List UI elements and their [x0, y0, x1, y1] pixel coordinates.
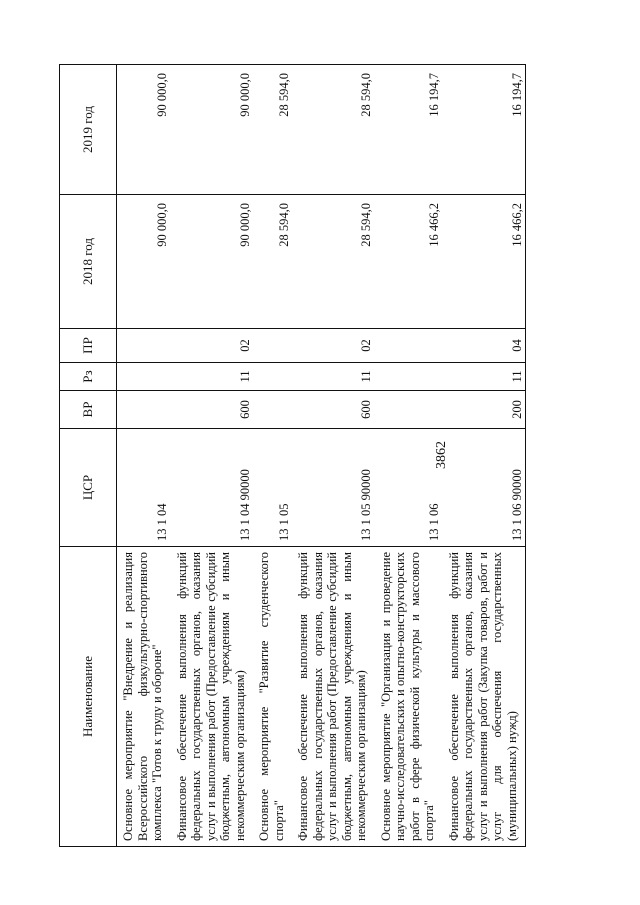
row-2018: 28 594,0: [292, 195, 375, 329]
table-row: [443, 65, 526, 847]
table-row: [253, 65, 292, 847]
row-2018: 90 000,0: [117, 195, 171, 329]
table-header-row: [60, 65, 117, 847]
row-2018: 16 466,2: [375, 195, 443, 329]
row-rz: 11: [171, 363, 254, 391]
row-vr: [253, 391, 292, 429]
row-rz: [117, 363, 171, 391]
header-csr: ЦСР: [60, 429, 117, 547]
page-number: 3862: [434, 441, 449, 469]
rotated-table-container: [59, 65, 601, 847]
table-row: [171, 65, 254, 847]
table-row: [292, 65, 375, 847]
row-2018: 28 594,0: [253, 195, 292, 329]
row-vr: [117, 391, 171, 429]
row-2019: 16 194,7: [375, 65, 443, 195]
row-2019: 28 594,0: [253, 65, 292, 195]
row-csr: 13 1 06: [375, 429, 443, 547]
header-2018: 2018 год: [60, 195, 117, 329]
row-2019: 28 594,0: [292, 65, 375, 195]
row-vr: 600: [292, 391, 375, 429]
row-vr: 200: [443, 391, 526, 429]
row-csr: 13 1 05: [253, 429, 292, 547]
row-pr: [375, 329, 443, 363]
row-rz: [375, 363, 443, 391]
row-name: Финансовое обеспечение выполнения функций федеральных государственных органов, оказания услуг и выполнения работ (Предоставление субсидий бюджетным, автономным учреждениям и иным некоммерческим организациям): [171, 547, 254, 847]
row-pr: 02: [292, 329, 375, 363]
row-name: Финансовое обеспечение выполнения функций федеральных государственных органов, оказания услуг и выполнения работ (Предоставление субсидий бюджетным, автономным учреждениям и иным некоммерческим организациям): [292, 547, 375, 847]
header-name: Наименование: [60, 547, 117, 847]
row-rz: 11: [443, 363, 526, 391]
row-2019: 90 000,0: [117, 65, 171, 195]
row-name: Основное мероприятие "Внедрение и реализация Всероссийского физкультурно-спортивного комплекса "Готов к труду и обороне": [117, 547, 171, 847]
row-rz: 11: [292, 363, 375, 391]
row-pr: 02: [171, 329, 254, 363]
row-2018: 90 000,0: [171, 195, 254, 329]
row-vr: 600: [171, 391, 254, 429]
row-name: Финансовое обеспечение выполнения функций федеральных государственных органов, оказания услуг и выполнения работ (Закупка товаров, работ и услуг для обеспечения государственных (муниципальных) нужд): [443, 547, 526, 847]
header-vr: ВР: [60, 391, 117, 429]
row-2019: 90 000,0: [171, 65, 254, 195]
row-vr: [375, 391, 443, 429]
row-pr: 04: [443, 329, 526, 363]
table-row: [375, 65, 443, 847]
header-rz: Рз: [60, 363, 117, 391]
budget-table: [59, 64, 526, 847]
row-csr: 13 1 05 90000: [292, 429, 375, 547]
row-name: Основное мероприятие "Развитие студенческого спорта": [253, 547, 292, 847]
row-2019: 16 194,7: [443, 65, 526, 195]
header-pr: ПР: [60, 329, 117, 363]
header-2019: 2019 год: [60, 65, 117, 195]
row-csr: 13 1 06 90000: [443, 429, 526, 547]
row-pr: [117, 329, 171, 363]
table-row: [117, 65, 171, 847]
row-rz: [253, 363, 292, 391]
row-pr: [253, 329, 292, 363]
row-2018: 16 466,2: [443, 195, 526, 329]
row-csr: 13 1 04: [117, 429, 171, 547]
row-csr: 13 1 04 90000: [171, 429, 254, 547]
row-name: Основное мероприятие "Организация и проведение научно-исследовательских и опытно-конструкторских работ в сфере физической культуры и массового спорта": [375, 547, 443, 847]
